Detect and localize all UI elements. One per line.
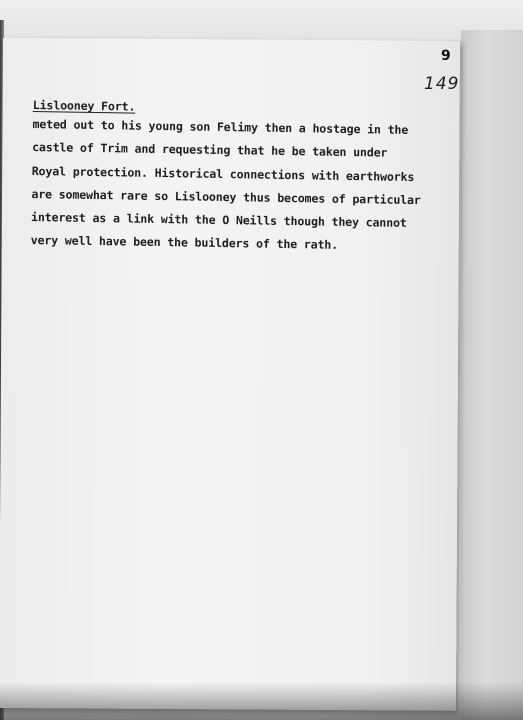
text-line: interest as a link with the O Neills though they cannot	[30, 210, 407, 230]
text-line: are somewhat rare so Lislooney thus becomes of particular	[31, 186, 421, 207]
text-line: meted out to his young son Felimy then a hostage in the	[32, 117, 409, 138]
section-heading: Lislooney Fort.	[32, 97, 136, 114]
typed-text-block	[31, 94, 453, 259]
text-line: Royal protection. Historical connections with earthworks	[31, 163, 415, 184]
top-sheet-edge	[0, 0, 523, 40]
handwritten-mark: 9	[441, 48, 451, 64]
handwritten-page-number: 149	[424, 74, 460, 94]
text-line: castle of Trim and requesting that he be taken under	[32, 140, 388, 160]
right-sheet-edge	[461, 30, 523, 720]
bottom-shadow	[0, 682, 523, 720]
text-line: very well have been the builders of the rath.	[30, 233, 339, 253]
